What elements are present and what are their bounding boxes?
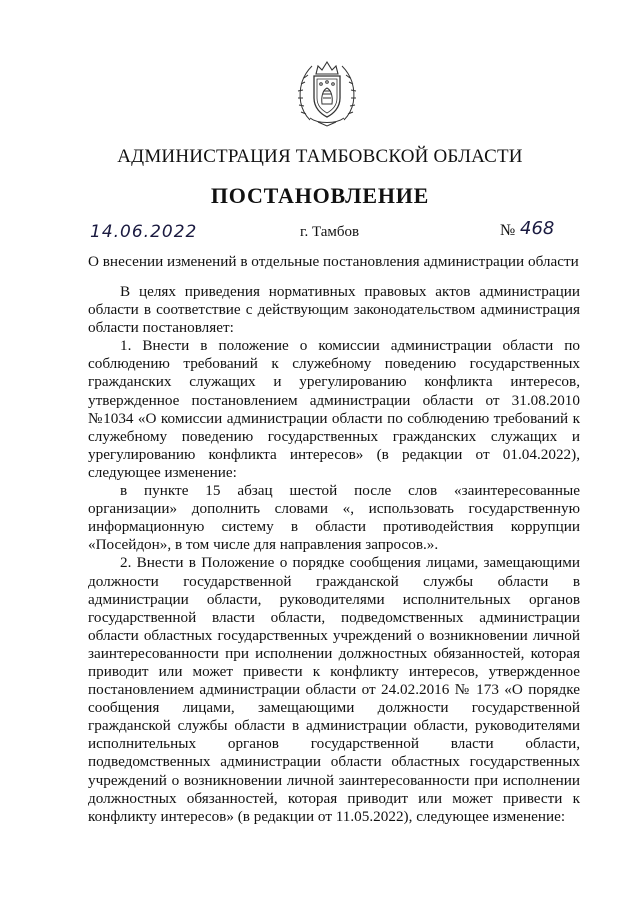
document-city: г. Тамбов — [300, 224, 360, 240]
paragraph-item-2: 2. Внести в Положение о порядке сообщения лицами, замещающими должности государственной гражданской службы области в администрации области, руководителями исполнительных органов государственной власти области, подведомственных администрации области областных государственных учреждений о возникновении личной заинтересованности при исполнении должностных обязанностей, которая приводит или может привести к конфликту интересов, утвержденное постановлением администрации области от 24.02.2016 № 173 «О порядке сообщения лицами, замещающими должности государственной гражданской службы области в администрации области, руководителями исполнительных органов государственной власти области, подведомственных администрации области областных государственных учреждений о возникновении личной заинтересованности при исполнении должностных обязанностей, которая приводит или может привести к конфликту интересов» (в редакции от 11.05.2022), следующее изменение: — [88, 554, 580, 825]
document-number: 468 — [520, 218, 555, 239]
paragraph-preamble: В целях приведения нормативных правовых актов администрации области в соответствие с действующим законодательством администрация области постановляет: — [88, 283, 580, 337]
paragraph-item-1: 1. Внести в положение о комиссии администрации области по соблюдению требований к служебному поведению государственных гражданских служащих и урегулированию конфликта интересов, утвержденное постановлением администрации области от 31.08.2010 №1034 «О комиссии администрации области по соблюдению требований к служебному поведению государственных гражданских служащих и урегулированию конфликта интересов» (в редакции от 01.04.2022), следующее изменение: — [88, 337, 580, 481]
document-body — [88, 283, 580, 826]
document-subject: О внесении изменений в отдельные постановления администрации области — [88, 253, 579, 270]
document-date: 14.06.2022 — [90, 222, 198, 242]
document-number-label: № — [500, 222, 516, 239]
agency-title: АДМИНИСТРАЦИЯ ТАМБОВСКОЙ ОБЛАСТИ — [117, 146, 523, 167]
paragraph-item-1-detail: в пункте 15 абзац шестой после слов «заинтересованные организации» дополнить словами «, использовать государственную информационную систему в области противодействия коррупции «Посейдон», в том числе для направления запросов.». — [88, 482, 580, 554]
coat-of-arms-icon — [296, 58, 358, 128]
document-type-title: ПОСТАНОВЛЕНИЕ — [210, 183, 430, 208]
